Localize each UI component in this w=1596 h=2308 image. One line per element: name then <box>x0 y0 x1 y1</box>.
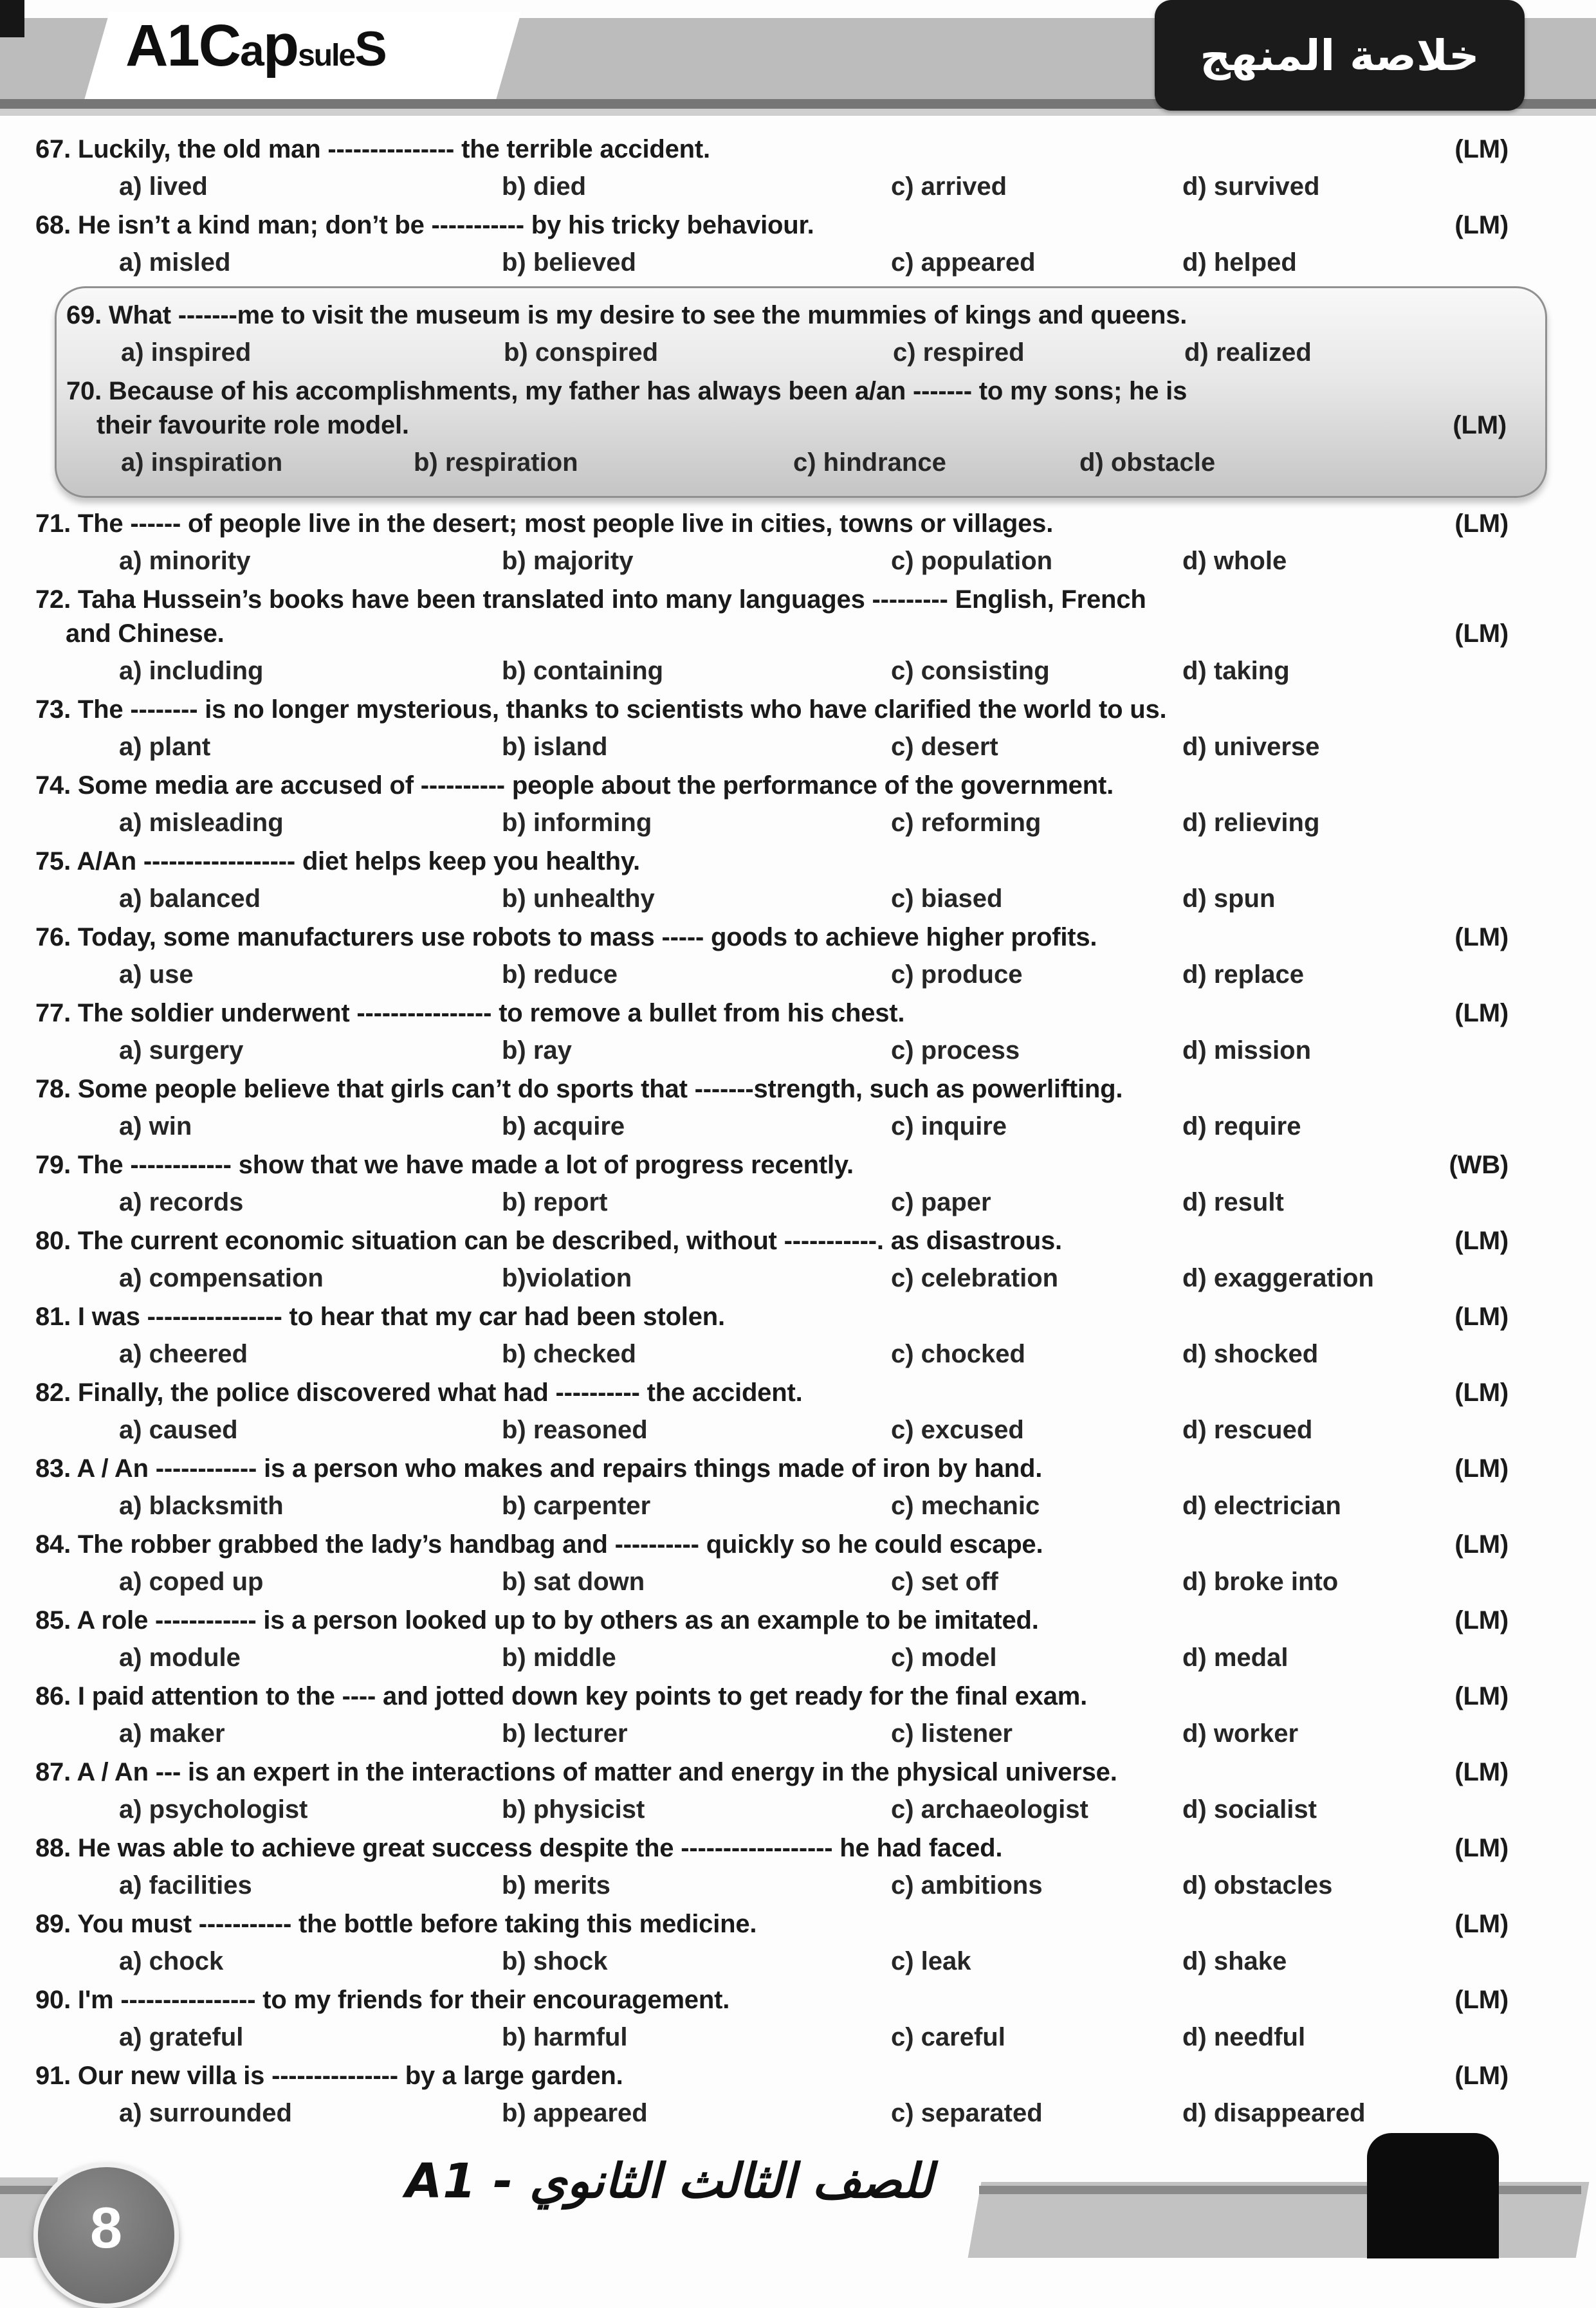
option-a: a) caused <box>119 1416 238 1444</box>
question-70 <box>66 374 1507 480</box>
option-d: d) mission <box>1182 1036 1312 1065</box>
options-row <box>35 958 1509 992</box>
question-line <box>66 298 1507 333</box>
question-82 <box>35 1376 1509 1447</box>
question-69 <box>66 298 1507 370</box>
option-a: a) misleading <box>119 809 284 837</box>
question-text: 69. What -------me to visit the museum is my desire to see the mummies of kings and queens. <box>66 301 1188 329</box>
question-text: 87. A / An --- is an expert in the interactions of matter and energy in the physical universe. <box>35 1758 1117 1786</box>
question-line <box>35 1907 1509 1941</box>
option-d: d) socialist <box>1182 1795 1317 1824</box>
option-b: b) informing <box>502 809 652 837</box>
logo-part: a <box>240 26 263 75</box>
source-tag: (LM) <box>1454 1986 1509 2014</box>
curriculum-badge <box>1155 0 1525 111</box>
option-b: b) middle <box>502 1644 616 1672</box>
option-b: b) containing <box>502 657 664 685</box>
question-line <box>35 920 1509 955</box>
logo-part: A1C <box>125 13 241 78</box>
option-a: a) surrounded <box>119 2099 292 2127</box>
question-text: and Chinese. <box>66 619 225 648</box>
source-tag: (LM) <box>1454 1606 1509 1635</box>
option-a: a) inspired <box>121 338 252 367</box>
curriculum-badge-label: خلاصة المنهج <box>1200 30 1480 80</box>
option-a: a) plant <box>119 733 211 761</box>
question-line <box>35 1072 1509 1106</box>
option-c: c) arrived <box>891 172 1007 201</box>
option-b: b) majority <box>502 547 634 575</box>
question-75 <box>35 845 1509 916</box>
source-tag: (LM) <box>1454 1682 1509 1710</box>
question-line <box>35 769 1509 803</box>
options-row <box>35 1793 1509 1827</box>
option-a: a) facilities <box>119 1871 252 1900</box>
option-b: b) unhealthy <box>502 884 655 913</box>
option-c: c) appeared <box>891 248 1036 277</box>
option-c: c) biased <box>891 884 1003 913</box>
option-b: b) carpenter <box>502 1492 651 1520</box>
question-83 <box>35 1452 1509 1523</box>
option-a: a) win <box>119 1112 192 1140</box>
question-text: 68. He isn’t a kind man; don’t be ----------- by his tricky behaviour. <box>35 211 814 239</box>
question-71 <box>35 507 1509 578</box>
questions-area <box>35 133 1509 2135</box>
options-row <box>35 1869 1509 1903</box>
brand-logo <box>125 9 386 83</box>
source-tag: (WB) <box>1449 1151 1509 1179</box>
option-a: a) records <box>119 1188 244 1216</box>
question-text: 75. A/An ------------------ diet helps keep you healthy. <box>35 847 640 875</box>
question-76 <box>35 920 1509 992</box>
question-81 <box>35 1300 1509 1371</box>
option-c: c) paper <box>891 1188 991 1216</box>
options-row <box>66 336 1507 370</box>
options-row <box>35 246 1509 280</box>
question-85 <box>35 1604 1509 1675</box>
option-c: c) population <box>891 547 1053 575</box>
option-b: b) appeared <box>502 2099 648 2127</box>
options-row <box>35 1110 1509 1144</box>
question-79 <box>35 1148 1509 1220</box>
question-line <box>35 996 1509 1030</box>
logo-part: p <box>262 13 298 78</box>
option-d: d) result <box>1182 1188 1284 1216</box>
options-row <box>35 1717 1509 1751</box>
option-c: c) respired <box>893 338 1025 367</box>
question-line <box>35 845 1509 879</box>
option-b: b) conspired <box>504 338 659 367</box>
option-d: d) realized <box>1184 338 1312 367</box>
question-text: 76. Today, some manufacturers use robots to mass ----- goods to achieve higher profits. <box>35 923 1097 951</box>
option-c: c) hindrance <box>793 448 946 477</box>
question-text: 73. The -------- is no longer mysterious, thanks to scientists who have clarified the world to us. <box>35 695 1167 724</box>
option-b: b) harmful <box>502 2023 628 2051</box>
source-tag: (LM) <box>1454 509 1509 538</box>
option-a: a) maker <box>119 1719 225 1748</box>
option-b: b) ray <box>502 1036 572 1065</box>
question-line <box>66 408 1507 443</box>
source-tag: (LM) <box>1453 411 1507 439</box>
option-a: a) module <box>119 1644 241 1672</box>
option-c: c) inquire <box>891 1112 1007 1140</box>
option-b: b) sat down <box>502 1568 645 1596</box>
option-c: c) chocked <box>891 1340 1025 1368</box>
source-tag: (LM) <box>1454 1454 1509 1483</box>
question-68 <box>35 208 1509 280</box>
question-text: 85. A role ------------ is a person looked up to by others as an example to be imitated. <box>35 1606 1039 1635</box>
option-d: d) shake <box>1182 1947 1287 1975</box>
question-line <box>35 507 1509 541</box>
options-row <box>35 654 1509 688</box>
options-row <box>35 1413 1509 1447</box>
option-d: d) shocked <box>1182 1340 1319 1368</box>
option-a: a) including <box>119 657 264 685</box>
option-b: b)violation <box>502 1264 632 1292</box>
source-tag: (LM) <box>1454 1378 1509 1407</box>
option-b: b) island <box>502 733 608 761</box>
question-90 <box>35 1983 1509 2055</box>
option-c: c) excused <box>891 1416 1024 1444</box>
options-row <box>35 170 1509 204</box>
option-c: c) model <box>891 1644 997 1672</box>
header-banner <box>0 0 1596 122</box>
source-tag: (LM) <box>1454 1834 1509 1862</box>
question-text: 90. I'm ---------------- to my friends for their encouragement. <box>35 1986 730 2014</box>
question-text: 89. You must ----------- the bottle before taking this medicine. <box>35 1910 757 1938</box>
option-d: d) obstacle <box>1079 448 1216 477</box>
question-line <box>66 374 1507 408</box>
option-b: b) checked <box>502 1340 636 1368</box>
question-67 <box>35 133 1509 204</box>
option-d: d) worker <box>1182 1719 1299 1748</box>
option-c: c) celebration <box>891 1264 1059 1292</box>
question-line <box>35 1983 1509 2017</box>
option-d: d) exaggeration <box>1182 1264 1374 1292</box>
option-b: b) believed <box>502 248 636 277</box>
options-row <box>35 2096 1509 2130</box>
source-tag: (LM) <box>1454 1303 1509 1331</box>
option-d: d) spun <box>1182 884 1276 913</box>
footer-black-bar <box>1367 2133 1499 2258</box>
option-a: a) use <box>119 960 194 989</box>
question-line <box>35 583 1509 617</box>
option-b: b) respiration <box>414 448 578 477</box>
option-a: a) balanced <box>119 884 261 913</box>
question-line <box>35 2059 1509 2093</box>
option-d: d) disappeared <box>1182 2099 1366 2127</box>
option-d: d) broke into <box>1182 1568 1339 1596</box>
option-a: a) lived <box>119 172 208 201</box>
question-line <box>35 617 1509 651</box>
question-line <box>35 1452 1509 1486</box>
option-d: d) helped <box>1182 248 1297 277</box>
question-86 <box>35 1680 1509 1751</box>
options-row <box>35 1261 1509 1296</box>
question-91 <box>35 2059 1509 2130</box>
question-text: 79. The ------------ show that we have made a lot of progress recently. <box>35 1151 854 1179</box>
option-d: d) survived <box>1182 172 1320 201</box>
question-text: 80. The current economic situation can be described, without -----------. as disastrous. <box>35 1227 1062 1255</box>
option-c: c) process <box>891 1036 1020 1065</box>
source-tag: (LM) <box>1454 1227 1509 1255</box>
option-a: a) minority <box>119 547 251 575</box>
question-text: 74. Some media are accused of ---------- people about the performance of the government. <box>35 771 1114 800</box>
source-tag: (LM) <box>1454 211 1509 239</box>
option-c: c) careful <box>891 2023 1005 2051</box>
question-88 <box>35 1831 1509 1903</box>
page-number-badge <box>33 2163 179 2308</box>
option-c: c) produce <box>891 960 1023 989</box>
options-row <box>35 1945 1509 1979</box>
option-d: d) taking <box>1182 657 1290 685</box>
source-tag: (LM) <box>1454 1758 1509 1786</box>
option-d: d) obstacles <box>1182 1871 1333 1900</box>
option-c: c) consisting <box>891 657 1050 685</box>
question-line <box>35 1528 1509 1562</box>
option-c: c) leak <box>891 1947 971 1975</box>
option-c: c) ambitions <box>891 1871 1043 1900</box>
question-line <box>35 208 1509 243</box>
logo-part: S <box>354 22 386 77</box>
source-tag: (LM) <box>1454 135 1509 163</box>
question-74 <box>35 769 1509 840</box>
question-text: 77. The soldier underwent ---------------- to remove a bullet from his chest. <box>35 999 905 1027</box>
options-row <box>35 1034 1509 1068</box>
options-row <box>35 2020 1509 2055</box>
question-text: 82. Finally, the police discovered what had ---------- the accident. <box>35 1378 803 1407</box>
question-line <box>35 1755 1509 1790</box>
option-b: b) reduce <box>502 960 618 989</box>
option-d: d) relieving <box>1182 809 1320 837</box>
option-b: b) merits <box>502 1871 610 1900</box>
question-line <box>35 1604 1509 1638</box>
option-c: c) listener <box>891 1719 1013 1748</box>
corner-mark <box>0 0 24 37</box>
option-a: a) misled <box>119 248 231 277</box>
question-text: 81. I was ---------------- to hear that my car had been stolen. <box>35 1303 725 1331</box>
option-d: d) universe <box>1182 733 1320 761</box>
source-tag: (LM) <box>1454 999 1509 1027</box>
question-text: 91. Our new villa is --------------- by a large garden. <box>35 2062 623 2090</box>
question-line <box>35 1376 1509 1410</box>
option-d: d) require <box>1182 1112 1301 1140</box>
options-row <box>35 1489 1509 1523</box>
source-tag: (LM) <box>1454 2062 1509 2090</box>
question-80 <box>35 1224 1509 1296</box>
option-d: d) replace <box>1182 960 1304 989</box>
question-line <box>35 1300 1509 1334</box>
source-tag: (LM) <box>1454 923 1509 951</box>
source-tag: (LM) <box>1454 619 1509 648</box>
question-text: 83. A / An ------------ is a person who makes and repairs things made of iron by hand. <box>35 1454 1043 1483</box>
option-c: c) archaeologist <box>891 1795 1088 1824</box>
option-a: a) psychologist <box>119 1795 308 1824</box>
options-row <box>35 1186 1509 1220</box>
options-row <box>35 1641 1509 1675</box>
question-78 <box>35 1072 1509 1144</box>
footer-title: للصف الثالث الثانوي - A1 <box>405 2154 933 2209</box>
question-line <box>35 1148 1509 1182</box>
option-b: b) died <box>502 172 587 201</box>
option-a: a) compensation <box>119 1264 324 1292</box>
question-text: 84. The robber grabbed the lady’s handbag and ---------- quickly so he could escape. <box>35 1530 1043 1559</box>
question-text: 71. The ------ of people live in the desert; most people live in cities, towns or villages. <box>35 509 1054 538</box>
question-73 <box>35 693 1509 764</box>
question-text: 86. I paid attention to the ---- and jotted down key points to get ready for the final exam. <box>35 1682 1088 1710</box>
question-87 <box>35 1755 1509 1827</box>
option-c: c) mechanic <box>891 1492 1040 1520</box>
option-a: a) surgery <box>119 1036 244 1065</box>
option-a: a) cheered <box>119 1340 248 1368</box>
question-text: 72. Taha Hussein’s books have been translated into many languages --------- English, French <box>35 585 1146 614</box>
option-c: c) set off <box>891 1568 998 1596</box>
question-text: 70. Because of his accomplishments, my father has always been a/an ------- to my sons; he is <box>66 377 1188 405</box>
option-a: a) coped up <box>119 1568 264 1596</box>
options-row <box>35 882 1509 916</box>
option-d: d) whole <box>1182 547 1287 575</box>
question-text: 78. Some people believe that girls can’t do sports that -------strength, such as powerlifting. <box>35 1075 1123 1103</box>
option-c: c) desert <box>891 733 998 761</box>
question-text: their favourite role model. <box>96 411 409 439</box>
option-b: b) acquire <box>502 1112 625 1140</box>
option-d: d) needful <box>1182 2023 1306 2051</box>
options-row <box>35 544 1509 578</box>
page-number: 8 <box>89 2196 123 2260</box>
question-line <box>35 1680 1509 1714</box>
option-b: b) reasoned <box>502 1416 648 1444</box>
options-row <box>35 1337 1509 1371</box>
question-text: 88. He was able to achieve great success despite the ------------------ he had faced. <box>35 1834 1003 1862</box>
option-a: a) inspiration <box>121 448 283 477</box>
option-d: d) electrician <box>1182 1492 1341 1520</box>
option-b: b) lecturer <box>502 1719 628 1748</box>
option-c: c) separated <box>891 2099 1043 2127</box>
source-tag: (LM) <box>1454 1910 1509 1938</box>
option-a: a) blacksmith <box>119 1492 284 1520</box>
options-row <box>66 446 1507 480</box>
option-b: b) report <box>502 1188 608 1216</box>
options-row <box>35 806 1509 840</box>
options-row <box>35 730 1509 764</box>
option-d: d) rescued <box>1182 1416 1313 1444</box>
options-row <box>35 1565 1509 1599</box>
option-c: c) reforming <box>891 809 1041 837</box>
option-b: b) shock <box>502 1947 608 1975</box>
option-a: a) chock <box>119 1947 224 1975</box>
question-line <box>35 1831 1509 1865</box>
question-84 <box>35 1528 1509 1599</box>
question-72 <box>35 583 1509 688</box>
option-d: d) medal <box>1182 1644 1289 1672</box>
question-line <box>35 1224 1509 1258</box>
source-tag: (LM) <box>1454 1530 1509 1559</box>
question-text: 67. Luckily, the old man --------------- the terrible accident. <box>35 135 710 163</box>
highlight-box <box>55 286 1547 498</box>
option-b: b) physicist <box>502 1795 645 1824</box>
question-89 <box>35 1907 1509 1979</box>
question-line <box>35 693 1509 727</box>
option-a: a) grateful <box>119 2023 244 2051</box>
question-77 <box>35 996 1509 1068</box>
logo-part: sule <box>298 39 355 73</box>
question-line <box>35 133 1509 167</box>
